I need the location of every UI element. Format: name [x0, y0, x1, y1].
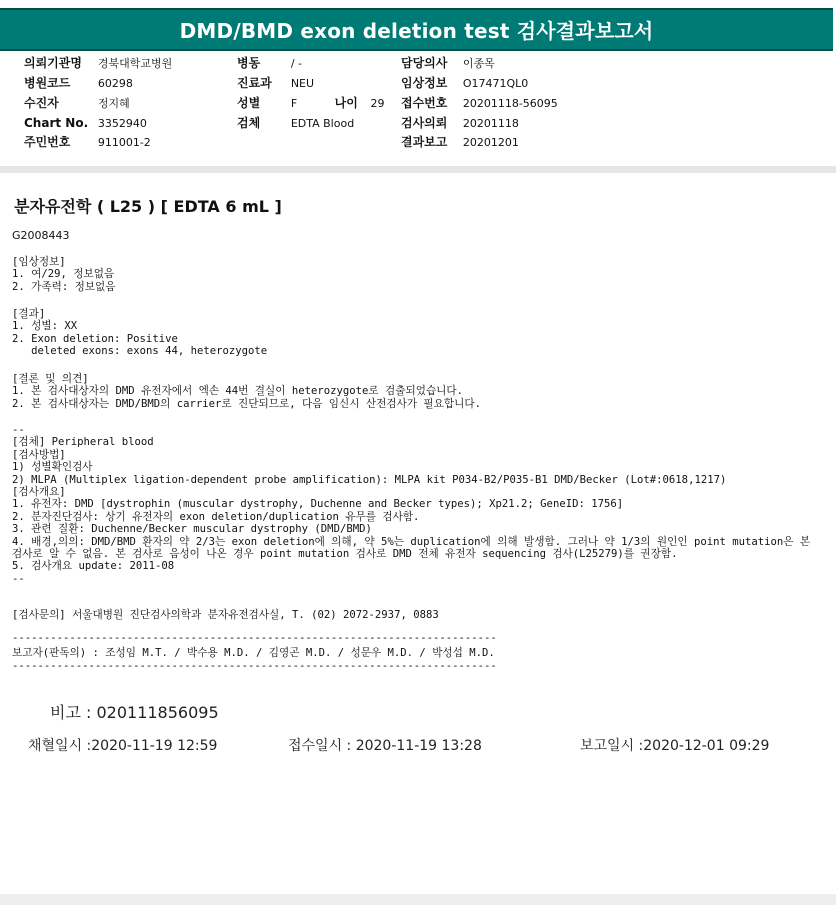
chart-no-value: 3352940	[97, 117, 147, 130]
contact-block: [검사문의] 서울대병원 진단검사의학과 분자유전검사실, T. (02) 2072-2937, 0883	[12, 609, 439, 621]
report-title-bar	[0, 8, 833, 51]
header-row-request-date	[401, 114, 519, 133]
reported-datetime: 보고일시 :2020-12-01 09:29	[580, 738, 770, 754]
specimen-code: G2008443	[12, 229, 70, 242]
conclusion-block: [결론 및 의견] 1. 본 검사대상자의 DMD 유전자에서 엑손 44번 결실이 heterozygote로 검출되었습니다. 2. 본 검사대상자는 DMD/BMD의 carrier로 진단되므로, 다음 임신시 산전검사가 필요합니다.	[12, 373, 481, 410]
header-row-report-date	[401, 133, 519, 152]
rule-line-top: ----------------------------------------------------------------------------	[12, 632, 497, 644]
physician-value: 이종목	[462, 57, 495, 70]
department-label: 진료과	[237, 76, 272, 90]
header-row-resident-no	[24, 133, 151, 152]
header-divider	[0, 166, 836, 173]
report-date-value: 20201201	[462, 136, 519, 149]
header-row-specimen	[237, 114, 354, 133]
ward-value: / -	[290, 57, 302, 70]
header-row-ward	[237, 54, 302, 73]
department-value: NEU	[290, 77, 315, 90]
section-title: 분자유전학 ( L25 ) [ EDTA 6 mL ]	[14, 197, 282, 216]
specimen-label: 검체	[237, 116, 261, 130]
remark: 비고 : 020111856095	[50, 703, 219, 722]
header-row-clinical-info	[401, 74, 528, 93]
header-row-physician	[401, 54, 495, 73]
header-row-department	[237, 74, 314, 93]
result-block: [결과] 1. 성별: XX 2. Exon deletion: Positive deleted exons: exons 44, heterozygote	[12, 308, 268, 358]
clinical-info-value: O17471QL0	[462, 77, 529, 90]
sex-value: F	[290, 97, 298, 110]
institution-label: 의뢰기관명	[24, 56, 82, 70]
hospital-code-label: 병원코드	[24, 76, 71, 90]
header-row-chart-no	[24, 114, 147, 133]
header-row-hospital-code	[24, 74, 133, 93]
report-header	[0, 54, 836, 164]
clinical-info-label: 임상정보	[401, 76, 448, 90]
age-label: 나이	[334, 96, 358, 110]
patient-label: 수진자	[24, 96, 59, 110]
hospital-code-value: 60298	[97, 77, 133, 90]
header-row-institution	[24, 54, 172, 73]
collection-datetime: 채혈일시 :2020-11-19 12:59	[28, 738, 218, 754]
age-value: 29	[370, 97, 385, 110]
report-title: DMD/BMD exon deletion test 검사결과보고서	[179, 19, 654, 43]
rule-line-bottom: ----------------------------------------------------------------------------	[12, 660, 497, 672]
request-date-label: 검사의뢰	[401, 116, 448, 130]
received-datetime: 접수일시 : 2020-11-19 13:28	[288, 738, 482, 754]
patient-value: 정지혜	[97, 97, 130, 110]
chart-no-label: Chart No.	[24, 116, 89, 130]
sex-label: 성별	[237, 96, 261, 110]
reporters-block: 보고자(판독의) : 조성임 M.T. / 박수용 M.D. / 김영곤 M.D. / 성문우 M.D. / 박성섭 M.D.	[12, 647, 495, 659]
bottom-divider	[0, 894, 836, 905]
request-date-value: 20201118	[462, 117, 519, 130]
accession-no-value: 20201118-56095	[462, 97, 558, 110]
header-row-patient	[24, 94, 130, 113]
specimen-value: EDTA Blood	[290, 117, 355, 130]
report-date-label: 결과보고	[401, 135, 448, 149]
institution-value: 경북대학교병원	[97, 57, 173, 70]
physician-label: 담당의사	[401, 56, 448, 70]
header-row-accession-no	[401, 94, 558, 113]
ward-label: 병동	[237, 56, 261, 70]
method-block: -- [검체] Peripheral blood [검사방법] 1) 성별확인검사 2) MLPA (Multiplex ligation-dependent probe amplification): MLPA kit P034-B2/P035-B1 DMD/Becker (Lot#:0618,1217) [검사개요] 1. 유전자: DMD [dystrophin (muscular dystrophy, Duchenne and Becker types); Xp21.2; GeneID: 1756] 2. 분자진단검사: 상기 유전자의 exon deletion/duplication 유무를 검사함. 3. 관련 질환: Duchenne/Becker muscular dystrophy (DMD/BMD) 4. 배경,의의: DMD/BMD 환자의 약 2/3는 exon deletion에 의해, 약 5%는 duplication에 의해 발생함. 그러나 약 1/3의 원인인 point mutation은 본 검사로 알 수 없음. 본 검사로 음성이 나온 경우 point mutation 검사로 DMD 전체 유전자 sequencing 검사(L25279)를 권장함. 5. 검사개요 update: 2011-08 --	[12, 424, 811, 585]
header-row-sex	[237, 94, 384, 113]
clinical-info-block: [임상정보] 1. 여/29, 정보없음 2. 가족력: 정보없음	[12, 256, 116, 293]
resident-no-label: 주민번호	[24, 135, 71, 149]
accession-no-label: 접수번호	[401, 96, 448, 110]
resident-no-value: 911001-2	[97, 136, 151, 149]
